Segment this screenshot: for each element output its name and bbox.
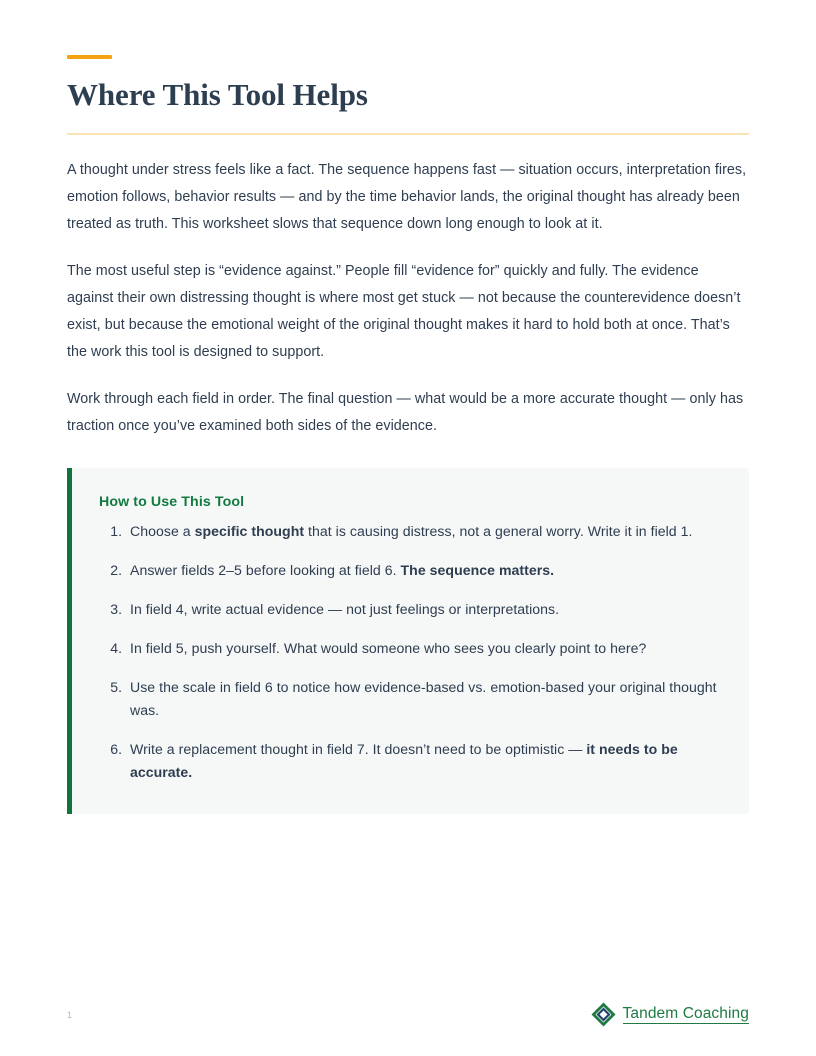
logo-text: Tandem Coaching xyxy=(622,1004,749,1022)
intro-paragraph-2: The most useful step is “evidence against.” People fill “evidence for” quickly and fully. The evidence against their own distressing thought is where most get stuck — not because the counterevidence doesn’t exist, but because the emotional weight of the original thought makes it hard to hold both at once. That’s the work this tool is designed to support. xyxy=(67,262,741,360)
how-to-use-list xyxy=(99,520,719,784)
page-title: Where This Tool Helps xyxy=(67,77,368,112)
diamond-logo-icon xyxy=(591,1002,616,1027)
list-item-post: that is causing distress, not a general worry. Write it in field 1. xyxy=(304,522,693,539)
list-item-pre: In field 4, write actual evidence — not just feelings or interpretations. xyxy=(130,600,560,617)
list-item-pre: Write a replacement thought in field 7. It doesn’t need to be optimistic — xyxy=(130,740,587,757)
page-number: 1 xyxy=(67,1010,73,1020)
brand-logo xyxy=(591,1002,749,1027)
title-accent-bar xyxy=(67,55,112,59)
page-content xyxy=(67,0,749,814)
list-item-bold: it needs to be accurate. xyxy=(130,740,678,780)
list-item-pre: Choose a xyxy=(130,522,195,539)
list-item-bold: The sequence matters. xyxy=(400,561,555,578)
page-footer xyxy=(0,1000,816,1040)
list-item xyxy=(126,520,719,543)
list-item xyxy=(126,598,719,621)
list-item xyxy=(126,559,719,582)
intro-paragraph-3: Work through each field in order. The final question — what would be a more accurate thought — only has traction once you’ve examined both sides of the evidence. xyxy=(67,390,744,434)
list-item xyxy=(126,637,719,660)
logo-underline xyxy=(623,1023,749,1025)
list-item-pre: In field 5, push yourself. What would someone who sees you clearly point to here? xyxy=(130,639,647,656)
logo-text-wrap xyxy=(623,1005,749,1025)
list-item-pre: Use the scale in field 6 to notice how evidence-based vs. emotion-based your original thought was. xyxy=(130,678,717,718)
how-to-use-callout xyxy=(67,468,749,814)
list-item-pre: Answer fields 2–5 before looking at field 6. xyxy=(130,561,401,578)
intro-paragraph-1: A thought under stress feels like a fact. The sequence happens fast — situation occurs, interpretation fires, emotion follows, behavior results — and by the time behavior lands, the original thought has already been treated as truth. This worksheet slows that sequence down long enough to look at it. xyxy=(67,161,747,232)
list-item xyxy=(126,738,719,784)
callout-title: How to Use This Tool xyxy=(99,493,245,510)
list-item-bold: specific thought xyxy=(194,522,305,539)
list-item xyxy=(126,676,719,722)
